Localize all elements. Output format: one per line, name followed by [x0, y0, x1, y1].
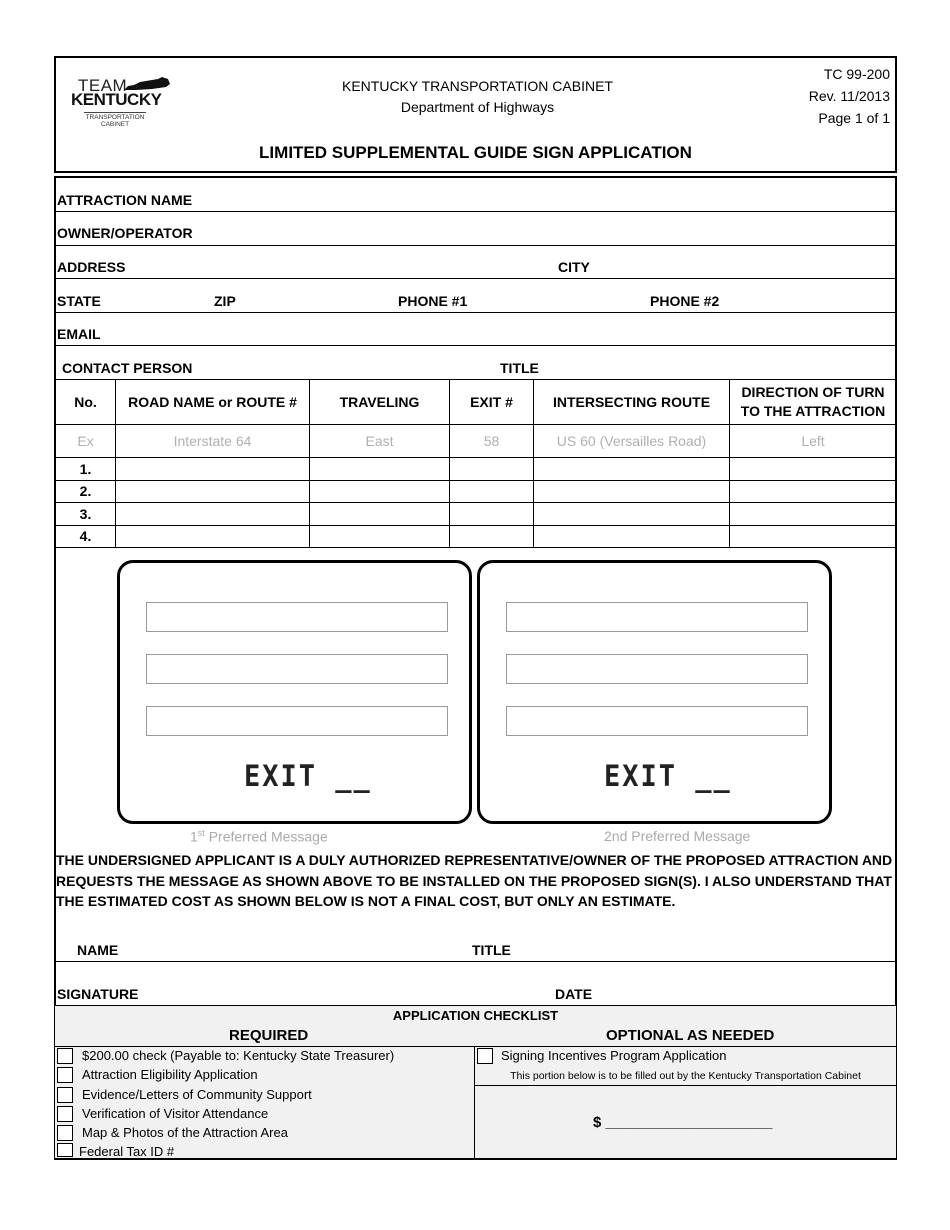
address-field[interactable]: ADDRESS: [57, 259, 126, 275]
required-item-label: Federal Tax ID #: [79, 1144, 175, 1159]
city-field[interactable]: CITY: [558, 259, 590, 275]
required-item-label: Map & Photos of the Attraction Area: [82, 1125, 288, 1140]
checkbox-map-photos[interactable]: [57, 1125, 73, 1141]
row-number: 1.: [56, 458, 116, 481]
logo-team-text: TEAM: [78, 76, 128, 95]
date-field[interactable]: DATE: [555, 986, 593, 1002]
divider: [55, 1005, 896, 1006]
signature-field[interactable]: SIGNATURE: [57, 986, 139, 1002]
form-title: LIMITED SUPPLEMENTAL GUIDE SIGN APPLICATION: [259, 143, 692, 162]
required-item-label: Attraction Eligibility Application: [82, 1067, 258, 1082]
caption1-text: Preferred Message: [204, 828, 328, 845]
phone2-field[interactable]: PHONE #2: [650, 293, 720, 309]
road-cell[interactable]: [116, 525, 310, 548]
exit-cell[interactable]: [450, 525, 534, 548]
sign1-exit-label: EXIT __: [244, 759, 372, 794]
traveling-cell[interactable]: [310, 480, 450, 503]
table-row: [56, 525, 897, 548]
example-intersecting: US 60 (Versailles Road): [534, 425, 730, 458]
road-cell[interactable]: [116, 480, 310, 503]
header-intersecting-route: INTERSECTING ROUTE: [534, 380, 730, 425]
name-field[interactable]: NAME: [77, 942, 119, 958]
intersecting-cell[interactable]: [534, 480, 730, 503]
team-kentucky-logo: [70, 74, 180, 134]
direction-cell[interactable]: [730, 525, 897, 548]
sign1-caption: [190, 828, 328, 845]
contact-person-field[interactable]: CONTACT PERSON: [62, 360, 193, 376]
caption1-superscript: st: [197, 828, 205, 838]
divider: [55, 211, 896, 212]
signer-title-field[interactable]: TITLE: [472, 942, 511, 958]
zip-field[interactable]: ZIP: [214, 293, 236, 309]
sign1-message-line-1[interactable]: [146, 602, 448, 632]
intersecting-cell[interactable]: [534, 458, 730, 481]
sign2-exit-label: EXIT __: [604, 759, 732, 794]
required-item-label: Verification of Visitor Attendance: [82, 1106, 269, 1121]
optional-item-label: Signing Incentives Program Application: [501, 1048, 727, 1063]
divider: [55, 345, 896, 346]
divider: [55, 245, 896, 246]
form-number: TC 99-200: [823, 66, 890, 82]
exit-cell[interactable]: [450, 458, 534, 481]
checkbox-visitor-attendance[interactable]: [57, 1106, 73, 1122]
divider: [55, 278, 896, 279]
caption1-number: 1: [190, 828, 198, 845]
phone1-field[interactable]: PHONE #1: [398, 293, 468, 309]
traveling-cell[interactable]: [310, 458, 450, 481]
header-traveling: TRAVELING: [310, 380, 450, 425]
sign2-message-line-3[interactable]: [506, 706, 808, 736]
sign1-message-line-3[interactable]: [146, 706, 448, 736]
example-traveling: East: [310, 425, 450, 458]
optional-heading: OPTIONAL AS NEEDED: [606, 1027, 775, 1044]
example-direction: Left: [730, 425, 897, 458]
divider: [55, 312, 896, 313]
checkbox-community-support[interactable]: [57, 1087, 73, 1103]
intersecting-cell[interactable]: [534, 525, 730, 548]
checkbox-check-payment[interactable]: [57, 1048, 73, 1064]
contact-title-field[interactable]: TITLE: [500, 360, 539, 376]
row-number: 4.: [56, 525, 116, 548]
agency-name: KENTUCKY TRANSPORTATION CABINET: [342, 78, 613, 94]
road-cell[interactable]: [116, 503, 310, 526]
checkbox-eligibility-application[interactable]: [57, 1067, 73, 1083]
form-revision: Rev. 11/2013: [808, 88, 890, 104]
office-use-note: This portion below is to be filled out by the Kentucky Transportation Cabinet: [510, 1070, 861, 1082]
required-item-label: Evidence/Letters of Community Support: [82, 1087, 312, 1102]
direction-cell[interactable]: [730, 480, 897, 503]
table-row-example: [56, 425, 897, 458]
intersecting-cell[interactable]: [534, 503, 730, 526]
example-road: Interstate 64: [116, 425, 310, 458]
example-no: Ex: [56, 425, 116, 458]
applicant-statement: THE UNDERSIGNED APPLICANT IS A DULY AUTHORIZED REPRESENTATIVE/OWNER OF THE PROPOSED ATTRACTION AND REQUESTS THE MESSAGE AS SHOWN ABOVE TO BE INSTALLED ON THE PROPOSED SIGN(S). I ALSO UNDERSTAND THAT THE ESTIMATED COST AS SHOWN BELOW IS NOT A FINAL COST, BUT ONLY AN ESTIMATE.: [56, 852, 893, 909]
sign-mockup-1: [117, 560, 472, 824]
table-row: [56, 458, 897, 481]
row-number: 2.: [56, 480, 116, 503]
required-heading: REQUIRED: [229, 1027, 309, 1044]
email-field[interactable]: EMAIL: [57, 326, 101, 342]
attraction-name-field[interactable]: ATTRACTION NAME: [57, 192, 193, 208]
table-row: [56, 480, 897, 503]
header-direction-of-turn: DIRECTION OF TURN TO THE ATTRACTION: [730, 380, 897, 425]
header-road-name: ROAD NAME or ROUTE #: [116, 380, 310, 425]
state-field[interactable]: STATE: [57, 293, 101, 309]
direction-cell[interactable]: [730, 503, 897, 526]
road-cell[interactable]: [116, 458, 310, 481]
exit-cell[interactable]: [450, 503, 534, 526]
checklist-heading: APPLICATION CHECKLIST: [392, 1008, 559, 1023]
sign2-message-line-2[interactable]: [506, 654, 808, 684]
example-exit: 58: [450, 425, 534, 458]
divider: [55, 961, 896, 962]
header-no: No.: [56, 380, 116, 425]
divider: [55, 1046, 896, 1047]
header-exit: EXIT #: [450, 380, 534, 425]
sign-mockup-2: [477, 560, 832, 824]
exit-cell[interactable]: [450, 480, 534, 503]
sign2-caption: 2nd Preferred Message: [604, 828, 751, 844]
sign1-message-line-2[interactable]: [146, 654, 448, 684]
estimated-cost-field[interactable]: $ ____________________: [593, 1114, 773, 1131]
route-table: [55, 379, 897, 548]
page-number: Page 1 of 1: [818, 110, 890, 126]
required-item-label: $200.00 check (Payable to: Kentucky State Treasurer): [82, 1048, 395, 1063]
department-name: Department of Highways: [400, 99, 555, 115]
owner-operator-field[interactable]: OWNER/OPERATOR: [57, 225, 193, 241]
sign2-message-line-1[interactable]: [506, 602, 808, 632]
table-row: [56, 503, 897, 526]
row-number: 3.: [56, 503, 116, 526]
traveling-cell[interactable]: [310, 503, 450, 526]
checkbox-federal-tax-id[interactable]: [57, 1143, 73, 1157]
logo-kentucky-text: KENTUCKY: [71, 90, 162, 109]
direction-cell[interactable]: [730, 458, 897, 481]
checkbox-signing-incentives[interactable]: [477, 1048, 493, 1064]
traveling-cell[interactable]: [310, 525, 450, 548]
logo-sub-text: TRANSPORTATION CABINET: [85, 114, 145, 128]
